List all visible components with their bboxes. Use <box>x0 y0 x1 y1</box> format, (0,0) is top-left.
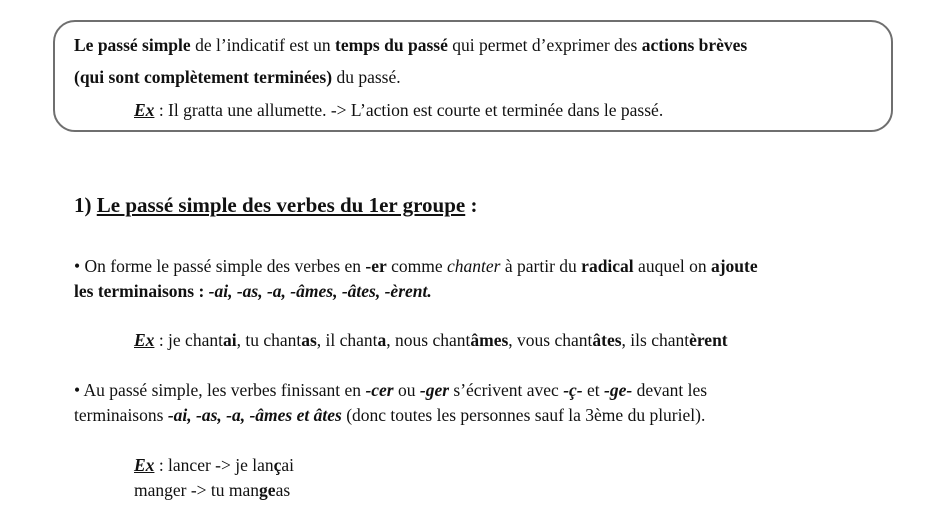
text: • Au passé simple, les verbes finissant en <box>74 380 366 400</box>
term-passe-simple: Le passé simple <box>74 35 191 55</box>
ending: a <box>377 330 387 350</box>
term-terminaisons: les terminaisons : <box>74 281 209 301</box>
letters-ge: -ge- <box>604 380 633 400</box>
text: auquel on <box>633 256 711 276</box>
letter-c-cedilla: -ç- <box>563 380 583 400</box>
example-2-line-2 <box>134 479 290 501</box>
ending-ger: -ger <box>419 380 450 400</box>
intro-text: du passé. <box>332 67 401 87</box>
term-temps-du-passe: temps du passé <box>335 35 448 55</box>
section-number: 1) <box>74 193 97 217</box>
intro-text: de l’indicatif est un <box>190 35 336 55</box>
endings-list: -ai, -as, -a, -âmes, -âtes, -èrent. <box>208 281 432 301</box>
ending: âmes <box>470 330 509 350</box>
text: , ils chant <box>621 330 690 350</box>
section-colon: : <box>465 193 478 217</box>
example-label: Ex <box>134 330 155 350</box>
text: (donc toutes les personnes sauf la 3ème du pluriel). <box>341 405 706 425</box>
intro-text: qui permet d’exprimer des <box>447 35 642 55</box>
text: ai <box>281 455 295 475</box>
ending-cer: -cer <box>365 380 394 400</box>
rule-1-line-1 <box>74 255 758 277</box>
text: devant les <box>632 380 708 400</box>
term-radical: radical <box>581 256 634 276</box>
text: , nous chant <box>386 330 471 350</box>
text: ou <box>393 380 420 400</box>
text: s’écrivent avec <box>449 380 564 400</box>
highlight: ge <box>259 480 276 500</box>
text: as <box>275 480 291 500</box>
text: et <box>582 380 605 400</box>
text: , vous chant <box>508 330 593 350</box>
section-title: Le passé simple des verbes du 1er groupe <box>96 193 466 217</box>
term-actions-breves: actions brèves <box>641 35 748 55</box>
rule-1-line-2 <box>74 280 432 302</box>
highlight: ç <box>273 455 282 475</box>
intro-line-1 <box>74 34 747 56</box>
intro-line-2 <box>74 66 401 88</box>
ending: âtes <box>592 330 622 350</box>
example-1 <box>134 329 728 351</box>
text: : lancer -> je lan <box>154 455 274 475</box>
text: manger -> tu man <box>134 480 260 500</box>
rule-2-line-1 <box>74 379 707 401</box>
intro-example <box>134 99 663 121</box>
example-text: : Il gratta une allumette. -> L’action est courte et terminée dans le passé. <box>154 100 664 120</box>
text: comme <box>386 256 448 276</box>
example-label: Ex <box>134 455 155 475</box>
example-2-line-1 <box>134 454 294 476</box>
term-ajoute: ajoute <box>710 256 758 276</box>
ending-er: -er <box>365 256 387 276</box>
text: à partir du <box>500 256 582 276</box>
text: , il chant <box>316 330 378 350</box>
text: terminaisons <box>74 405 168 425</box>
ending: ai <box>222 330 237 350</box>
endings-list: -ai, -as, -a, -âmes et âtes <box>167 405 342 425</box>
ending: èrent <box>689 330 728 350</box>
ending: as <box>301 330 317 350</box>
text: , tu chant <box>236 330 302 350</box>
rule-2-line-2 <box>74 404 705 426</box>
example-label: Ex <box>134 100 155 120</box>
term-terminees: (qui sont complètement terminées) <box>74 67 333 87</box>
verb-chanter: chanter <box>447 256 501 276</box>
text: : je chant <box>154 330 223 350</box>
section-heading <box>74 193 477 218</box>
text: • On forme le passé simple des verbes en <box>74 256 366 276</box>
